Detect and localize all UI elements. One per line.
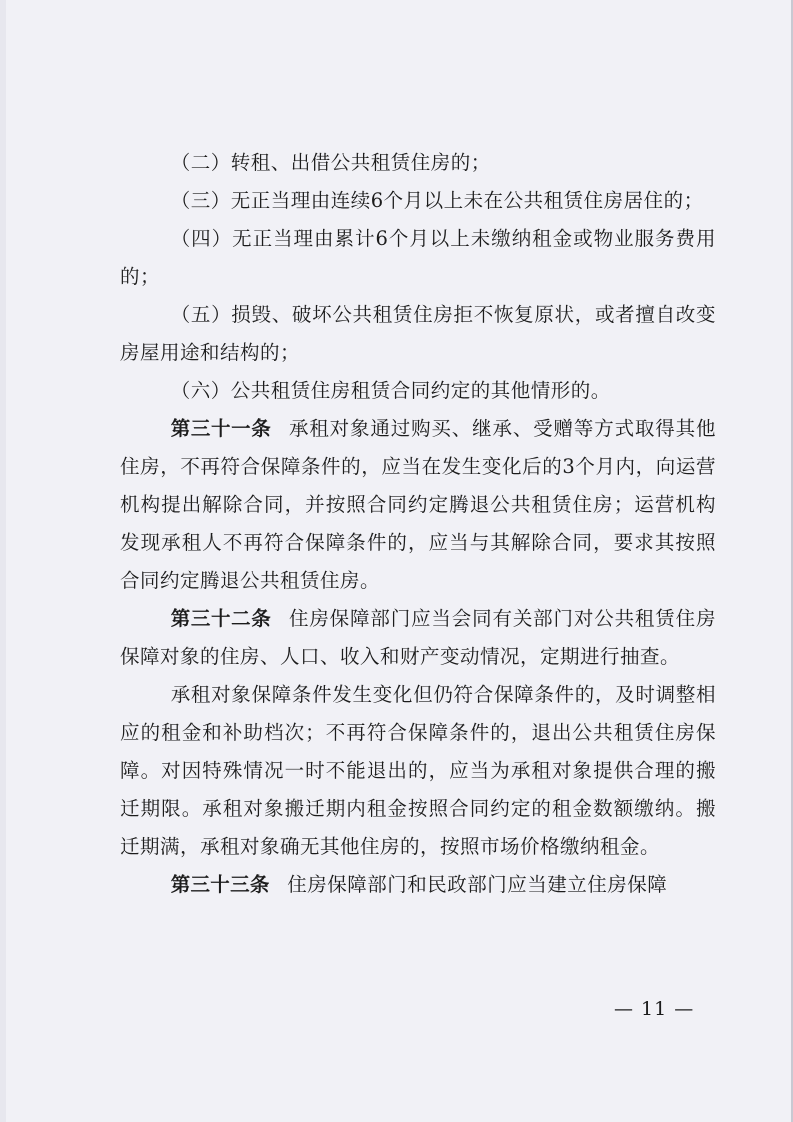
article-32 [120, 600, 716, 676]
paragraph-item-6 [120, 372, 716, 410]
paragraph-text: （六）公共租赁住房租赁合同约定的其他情形的。 [170, 379, 611, 402]
paragraph-item-3 [120, 182, 716, 220]
article-text: 住房保障部门和民政部门应当建立住房保障 [287, 873, 668, 896]
paragraph-item-2 [120, 144, 716, 182]
paragraph-text: （三）无正当理由连续6个月以上未在公共租赁住房居住的； [170, 189, 704, 212]
article-32-continued [120, 676, 716, 866]
document-body [120, 144, 716, 904]
article-heading: 第三十三条 [170, 873, 270, 896]
paragraph-item-5 [120, 296, 716, 372]
article-heading: 第三十一条 [170, 417, 272, 440]
paragraph-text: 承租对象保障条件发生变化但仍符合保障条件的，及时调整相应的租金和补助档次；不再符合保障条件的，退出公共租赁住房保障。对因特殊情况一时不能退出的，应当为承租对象提供合理的搬迁期限。承租对象搬迁期内租金按照合同约定的租金数额缴纳。搬迁期满，承租对象确无其他住房的，按照市场价格缴纳租金。 [120, 683, 716, 858]
article-heading: 第三十二条 [170, 607, 272, 630]
paragraph-text: （二）转租、出借公共租赁住房的； [170, 151, 491, 174]
article-text: 住房保障部门应当会同有关部门对公共租赁住房保障对象的住房、人口、收入和财产变动情况，定期进行抽查。 [120, 607, 716, 668]
article-text: 承租对象通过购买、继承、受赠等方式取得其他住房，不再符合保障条件的，应当在发生变化后的3个月内，向运营机构提出解除合同，并按照合同约定腾退公共租赁住房；运营机构发现承租人不再符合保障条件的，应当与其解除合同，要求其按照合同约定腾退公共租赁住房。 [120, 417, 716, 592]
page-edge [0, 0, 6, 1122]
paragraph-text: （五）损毁、破坏公共租赁住房拒不恢复原状，或者擅自改变房屋用途和结构的； [120, 303, 716, 364]
paragraph-text: （四）无正当理由累计6个月以上未缴纳租金或物业服务费用的； [120, 227, 716, 288]
page-number: — 11 — [614, 998, 695, 1020]
paragraph-item-4 [120, 220, 716, 296]
article-33 [120, 866, 716, 904]
article-31 [120, 410, 716, 600]
